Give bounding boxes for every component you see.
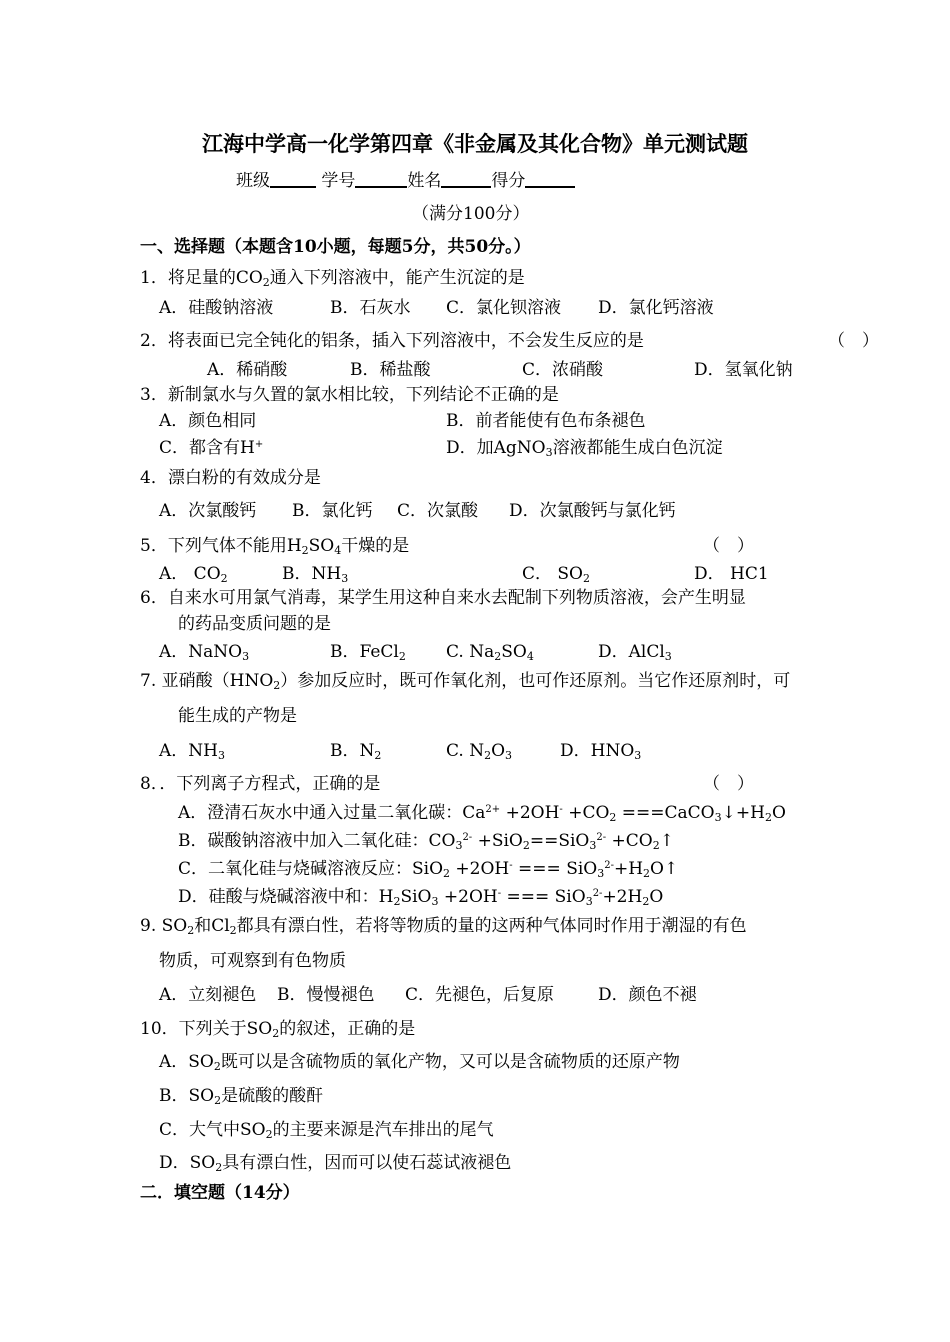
q8-option-b[interactable]: B．碳酸钠溶液中加入二氧化硅：$CO_3^{2-} +SiO_2==SiO_3^{2-}$ $+CO_2↑$ (178, 831, 674, 852)
q10-option-d[interactable]: D．$SO_2$具有漂白性，因而可以使石蕊试液褪色 (159, 1153, 512, 1174)
q9-option-b[interactable]: B．慢慢褪色 (277, 985, 375, 1005)
q6-option-c[interactable]: C. $Na_2SO_4$ (446, 642, 534, 663)
question-2: 2．将表面已完全钝化的铝条，插入下列溶液中，不会发生反应的是 (140, 331, 644, 351)
q7-option-b[interactable]: B．$N_2$ (330, 741, 382, 762)
class-label: 班级 (236, 171, 270, 191)
q3-option-a[interactable]: A．颜色相同 (159, 411, 257, 431)
q2-option-d[interactable]: D．氢氧化钠 (694, 360, 793, 380)
q8-option-c[interactable]: C．二氧化硅与烧碱溶液反应：SiO$_2$ +2OH- === $SiO_3^{2-}+H_2O↑$ (178, 859, 679, 880)
q3-option-b[interactable]: B．前者能使有色布条褪色 (446, 411, 646, 431)
q10-option-c[interactable]: C．大气中$SO_2$的主要来源是汽车排出的尾气 (159, 1120, 494, 1141)
question-6-cont: 的药品变质问题的是 (178, 614, 331, 634)
question-6: 6．自来水可用氯气消毒，某学生用这种自来水去配制下列物质溶液，会产生明显 (140, 588, 746, 608)
q8-option-a[interactable]: A．澄清石灰水中通入过量二氧化碳：$Ca^{2+} +2OH^- +CO_2$ $===CaCO_3↓+H_2O$ (178, 803, 786, 824)
q2-answer-paren[interactable]: （ ） (828, 331, 879, 351)
q9-option-a[interactable]: A．立刻褪色 (159, 985, 257, 1005)
q10-option-b[interactable]: B．$SO_2$是硫酸的酸酐 (159, 1086, 324, 1107)
page-title: 江海中学高一化学第四章《非金属及其化合物》单元测试题 (202, 131, 748, 156)
q5-option-c[interactable]: C． $SO_2$ (522, 564, 590, 585)
q8-answer-paren[interactable]: （ ） (703, 774, 754, 794)
id-label: 学号 (321, 171, 356, 191)
q7-option-d[interactable]: D．$HNO_3$ (560, 741, 642, 762)
q9-option-d[interactable]: D．颜色不褪 (598, 985, 697, 1005)
full-score: （满分100分） (412, 204, 530, 224)
q7-option-a[interactable]: A．$NH_3$ (159, 741, 225, 762)
name-blank[interactable] (441, 170, 491, 188)
question-10: 10．下列关于$SO_2$的叙述，正确的是 (140, 1019, 416, 1040)
question-7: 7. 亚硝酸$(HNO_2)$参加反应时，既可作氧化剂，也可作还原剂。当它作还原剂时，可 (140, 671, 791, 692)
q1-option-b[interactable]: B．石灰水 (330, 298, 411, 318)
q2-option-b[interactable]: B．稀盐酸 (350, 360, 431, 380)
q4-option-b[interactable]: B．氯化钙 (292, 501, 373, 521)
score-blank[interactable] (525, 170, 575, 188)
question-5: 5．下列气体不能用$H_2SO_4$干燥的是 (140, 536, 410, 557)
q9-option-c[interactable]: C．先褪色，后复原 (405, 985, 555, 1005)
q1-option-d[interactable]: D．氯化钙溶液 (598, 298, 714, 318)
q7-option-c[interactable]: C. $N_2O_3$ (446, 741, 513, 762)
q8-option-d[interactable]: D．硅酸与烧碱溶液中和：$H_2SiO_3 +2OH^-$ === $SiO_3^{2-}+2H_2O$ (178, 887, 664, 908)
question-9: 9. $SO_2$和$Cl_2$都具有漂白性，若将等物质的量的这两种气体同时作用于潮湿的有色 (140, 916, 747, 937)
question-9-cont: 物质，可观察到有色物质 (159, 951, 346, 971)
student-info-line (236, 170, 575, 192)
question-7-cont: 能生成的产物是 (178, 706, 297, 726)
score-label: 得分 (491, 171, 526, 191)
q4-option-d[interactable]: D．次氯酸钙与氯化钙 (509, 501, 676, 521)
section-1-heading: 一、选择题（本题含10小题，每题5分，共50分。） (140, 237, 531, 257)
q5-answer-paren[interactable]: （ ） (703, 536, 754, 556)
q5-option-d[interactable]: D． HC1 (694, 564, 769, 584)
q2-option-c[interactable]: C．浓硝酸 (522, 360, 604, 380)
q2-option-a[interactable]: A．稀硝酸 (207, 360, 288, 380)
q3-option-d[interactable]: D．加AgNO$_3$溶液都能生成白色沉淀 (446, 438, 723, 459)
id-blank[interactable] (355, 170, 407, 188)
question-4: 4．漂白粉的有效成分是 (140, 468, 321, 488)
class-blank[interactable] (270, 170, 316, 188)
q5-option-b[interactable]: B．$NH_3$ (282, 564, 349, 585)
q3-option-c[interactable]: C．都含有H+ (159, 438, 264, 458)
question-8: 8．．下列离子方程式，正确的是 (140, 774, 381, 794)
question-1: 1．将足量的$CO_2$通入下列溶液中，能产生沉淀的是 (140, 268, 525, 289)
q1-option-c[interactable]: C．氯化钡溶液 (446, 298, 562, 318)
question-3: 3．新制氯水与久置的氯水相比较，下列结论不正确的是 (140, 385, 559, 405)
q6-option-d[interactable]: D．AlCl$_3$ (598, 642, 672, 663)
q5-option-a[interactable]: A． $CO_2$ (159, 564, 228, 585)
name-label: 姓名 (407, 171, 442, 191)
q6-option-b[interactable]: B．FeCl$_2$ (330, 642, 406, 663)
q10-option-a[interactable]: A．$SO_2$既可以是含硫物质的氧化产物，又可以是含硫物质的还原产物 (159, 1052, 680, 1073)
q4-option-a[interactable]: A．次氯酸钙 (159, 501, 257, 521)
q6-option-a[interactable]: A．NaNO$_3$ (159, 642, 250, 663)
q4-option-c[interactable]: C．次氯酸 (397, 501, 479, 521)
q1-option-a[interactable]: A．硅酸钠溶液 (159, 298, 274, 318)
section-2-heading: 二．填空题（14分） (140, 1183, 300, 1203)
